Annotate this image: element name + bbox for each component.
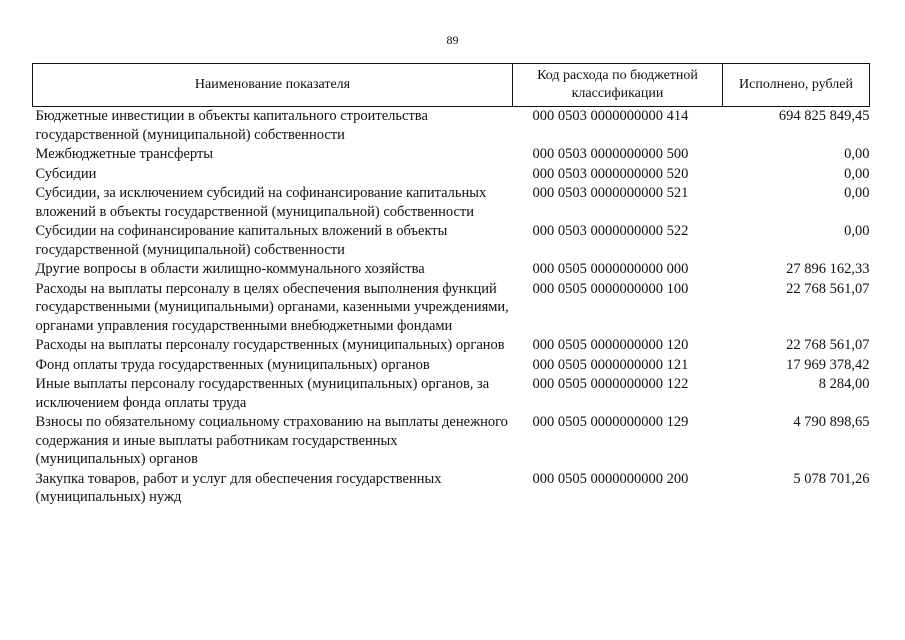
budget-table-container: [32, 63, 869, 508]
row-amount: 0,00: [844, 146, 870, 162]
row-amount: 5 078 701,26: [793, 470, 870, 487]
row-amount: 27 896 162,33: [786, 261, 870, 277]
table-header-row: [33, 64, 870, 107]
row-code: 000 0503 0000000000 414: [532, 108, 689, 124]
table-row: [33, 184, 870, 222]
row-amount: 22 768 561,07: [786, 280, 870, 297]
row-amount: 0,00: [844, 185, 870, 201]
table-row: [33, 336, 870, 356]
row-amount: 8 284,00: [818, 376, 870, 392]
row-amount: 4 790 898,65: [793, 414, 870, 430]
table-row: [33, 107, 870, 146]
row-code: 000 0505 0000000000 100: [532, 280, 689, 297]
table-row: [33, 470, 870, 508]
row-code: 000 0505 0000000000 120: [532, 337, 689, 353]
row-code: 000 0503 0000000000 522: [532, 223, 689, 239]
row-name: Расходы на выплаты персоналу государственных (муниципальных) органов: [35, 337, 505, 353]
row-amount: 0,00: [844, 223, 870, 239]
row-name: Межбюджетные трансферты: [35, 146, 214, 162]
row-name: Фонд оплаты труда государственных (муниципальных) органов: [35, 356, 430, 373]
row-code: 000 0503 0000000000 520: [532, 165, 689, 182]
row-code: 000 0505 0000000000 200: [532, 470, 689, 487]
page-number: 89: [446, 33, 459, 47]
row-name: Иные выплаты персоналу государственных (муниципальных) органов, за исключением фонда оплаты труда: [35, 376, 490, 411]
budget-execution-table: [32, 63, 870, 508]
row-code: 000 0505 0000000000 129: [532, 414, 689, 430]
row-amount: 22 768 561,07: [786, 337, 870, 353]
row-code: 000 0503 0000000000 521: [532, 185, 689, 201]
row-code: 000 0505 0000000000 122: [532, 376, 689, 392]
row-amount: 17 969 378,42: [786, 356, 870, 373]
row-name: Закупка товаров, работ и услуг для обеспечения государственных (муниципальных) нужд: [35, 470, 442, 505]
row-name: Взносы по обязательному социальному страхованию на выплаты денежного содержания и иные выплаты работникам государственных (муниципальных) органов: [35, 414, 508, 467]
row-name: Другие вопросы в области жилищно-коммунального хозяйства: [35, 261, 425, 277]
table-row: [33, 375, 870, 413]
header-executed-amount: Исполнено, рублей: [723, 64, 870, 107]
header-expense-code: Код расхода по бюджетной классификации: [513, 64, 723, 107]
table-row: [33, 356, 870, 376]
table-row: [33, 280, 870, 337]
table-row: [33, 165, 870, 185]
row-code: 000 0503 0000000000 500: [532, 146, 689, 162]
row-name: Бюджетные инвестиции в объекты капитального строительства государственной (муниципальной) собственности: [35, 108, 428, 143]
header-indicator-name: Наименование показателя: [33, 64, 513, 107]
row-name: Расходы на выплаты персоналу в целях обеспечения выполнения функций государственными (муниципальными) органами, казенными учреждениями, органами управления государственными внебюджетными фондами: [35, 280, 509, 334]
row-code: 000 0505 0000000000 121: [532, 356, 689, 373]
row-name: Субсидии: [35, 165, 97, 182]
table-row: [33, 413, 870, 470]
row-name: Субсидии, за исключением субсидий на софинансирование капитальных вложений в объекты государственной (муниципальной) собственности: [35, 185, 487, 220]
table-row: [33, 145, 870, 165]
table-row: [33, 260, 870, 280]
row-amount: 0,00: [844, 165, 870, 182]
row-code: 000 0505 0000000000 000: [532, 261, 689, 277]
table-row: [33, 222, 870, 260]
row-amount: 694 825 849,45: [778, 108, 870, 124]
row-name: Субсидии на софинансирование капитальных вложений в объекты государственной (муниципальной) собственности: [35, 223, 448, 258]
